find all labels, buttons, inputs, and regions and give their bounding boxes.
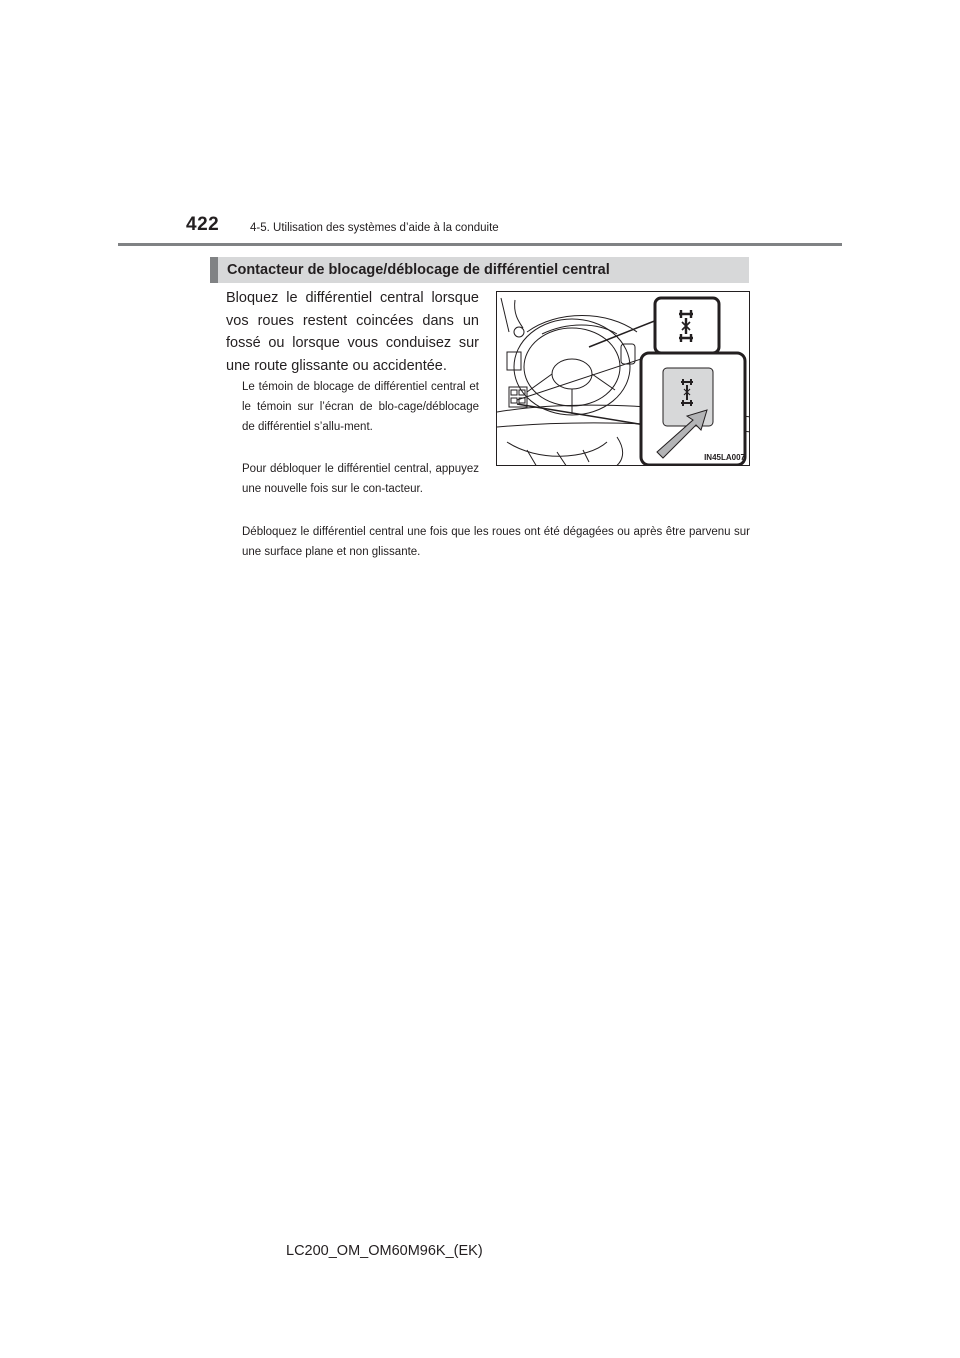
section-heading-accent [210,257,218,283]
section-heading-bar [210,257,749,283]
dashboard-drawing [497,292,750,466]
note-unlock: Pour débloquer le différentiel central, appuyez une nouvelle fois sur le con-tacteur. [242,463,479,495]
header-divider [118,243,842,246]
note-indicator-lights: Le témoin de blocage de différentiel central et le témoin sur l’écran de blo-cage/déblocage de différentiel s’allu-ment. [242,381,479,433]
section-title: Contacteur de blocage/déblocage de différentiel central [227,262,610,278]
page-number: 422 [186,214,220,235]
running-head: 4-5. Utilisation des systèmes d’aide à la conduite [250,222,499,234]
dashboard-illustration [496,291,750,466]
figure-code: IN45LA007 [704,453,745,462]
footer-doc-id: LC200_OM_OM60M96K_(EK) [286,1243,483,1259]
intro-paragraph: Bloquez le différentiel central lorsque vos roues restent coincées dans un fossé ou lorsque vous conduisez sur une route glissante ou accidentée. [226,290,479,374]
note-release-condition: Débloquez le différentiel central une fois que les roues ont été dégagées ou après être parvenu sur une surface plane et non glissante. [242,526,750,558]
